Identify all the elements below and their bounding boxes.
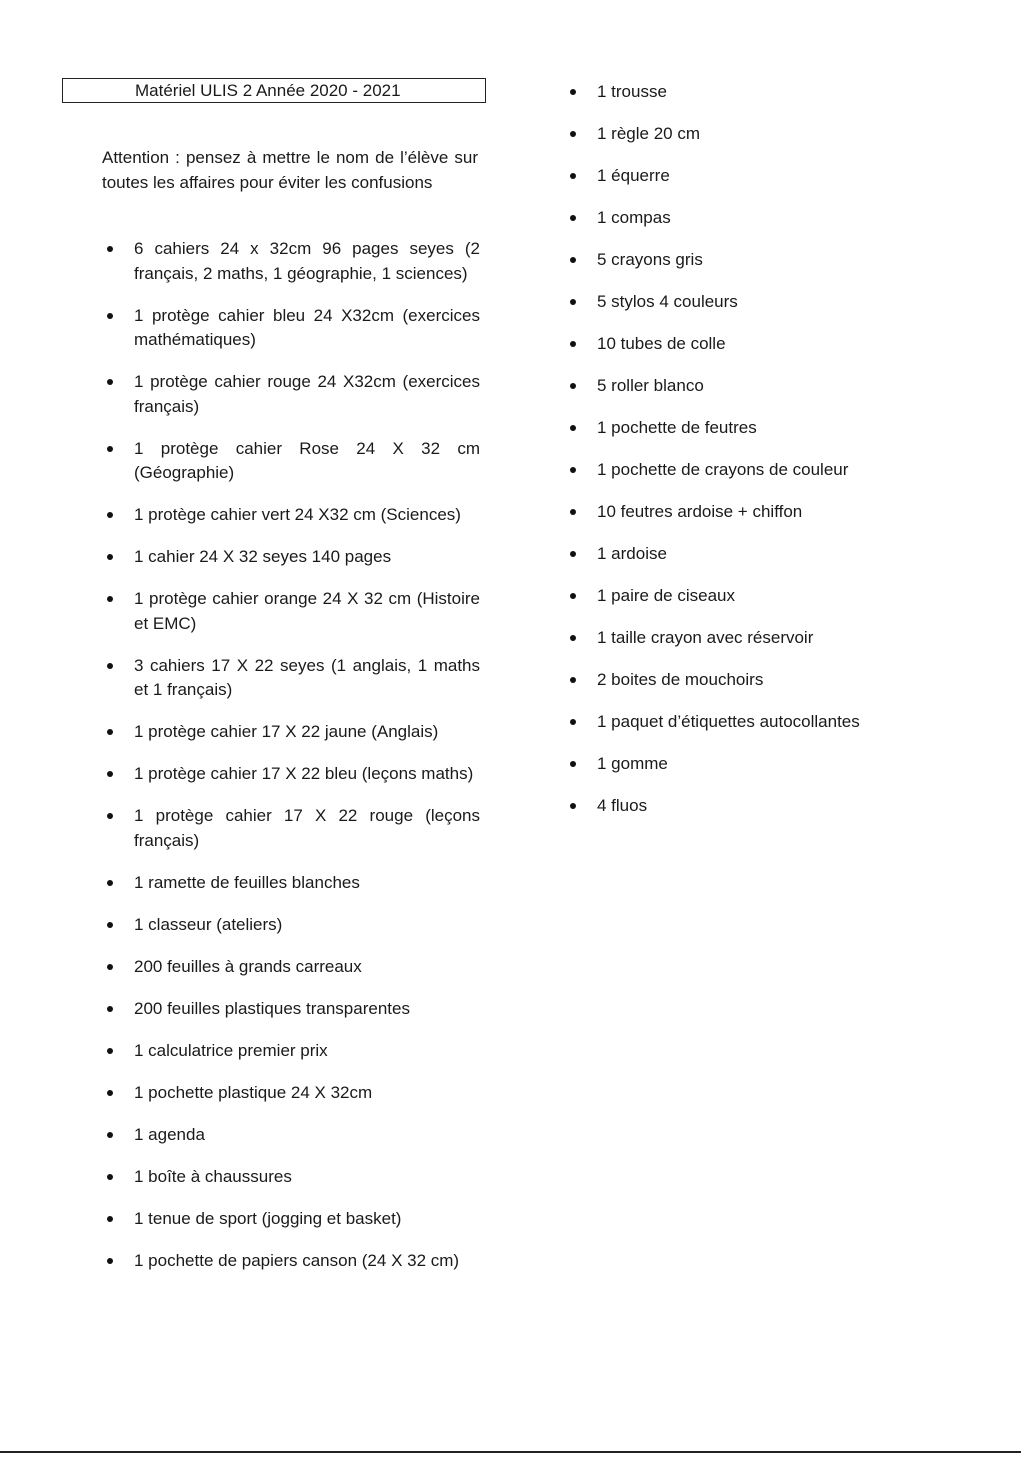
list-item: 1 protège cahier bleu 24 X32cm (exercices mathématiques) [134,304,480,353]
list-item: 1 ardoise [597,542,997,567]
list-item: 4 fluos [597,794,997,819]
list-item: 5 roller blanco [597,374,997,399]
attention-note: Attention : pensez à mettre le nom de l’élève sur toutes les affaires pour éviter les confusions [102,148,478,192]
list-item: 1 protège cahier 17 X 22 jaune (Anglais) [134,720,480,745]
list-item: 1 protège cahier vert 24 X32 cm (Sciences) [134,503,480,528]
list-item: 1 compas [597,206,997,231]
list-item: 200 feuilles à grands carreaux [134,955,480,980]
list-item: 1 classeur (ateliers) [134,913,480,938]
bottom-divider [0,1451,1021,1453]
list-item: 1 tenue de sport (jogging et basket) [134,1207,480,1232]
list-item: 1 gomme [597,752,997,777]
list-item: 200 feuilles plastiques transparentes [134,997,480,1022]
list-item: 1 paire de ciseaux [597,584,997,609]
list-item: 1 protège cahier rouge 24 X32cm (exercices français) [134,370,480,419]
list-item: 6 cahiers 24 x 32cm 96 pages seyes (2 français, 2 maths, 1 géographie, 1 sciences) [134,237,480,286]
list-item: 1 trousse [597,80,997,105]
list-item: 1 paquet d’étiquettes autocollantes [597,710,997,735]
right-supply-list [597,80,997,836]
list-item: 10 tubes de colle [597,332,997,357]
list-item: 1 protège cahier 17 X 22 bleu (leçons maths) [134,762,480,787]
list-item: 1 équerre [597,164,997,189]
list-item: 1 pochette de papiers canson (24 X 32 cm) [134,1249,480,1274]
list-item: 1 règle 20 cm [597,122,997,147]
list-item: 1 ramette de feuilles blanches [134,871,480,896]
list-item: 1 agenda [134,1123,480,1148]
list-item: 1 boîte à chaussures [134,1165,480,1190]
document-title: Matériel ULIS 2 Année 2020 - 2021 [62,78,486,103]
list-item: 1 protège cahier orange 24 X 32 cm (Histoire et EMC) [134,587,480,636]
list-item: 1 pochette de crayons de couleur [597,458,997,483]
list-item: 3 cahiers 17 X 22 seyes (1 anglais, 1 maths et 1 français) [134,654,480,703]
list-item: 1 cahier 24 X 32 seyes 140 pages [134,545,480,570]
list-item: 1 taille crayon avec réservoir [597,626,997,651]
list-item: 1 calculatrice premier prix [134,1039,480,1064]
left-supply-list [134,237,480,1291]
list-item: 10 feutres ardoise + chiffon [597,500,997,525]
list-item: 5 crayons gris [597,248,997,273]
list-item: 1 pochette de feutres [597,416,997,441]
list-item: 1 protège cahier Rose 24 X 32 cm (Géographie) [134,437,480,486]
list-item: 1 pochette plastique 24 X 32cm [134,1081,480,1106]
list-item: 1 protège cahier 17 X 22 rouge (leçons français) [134,804,480,853]
list-item: 5 stylos 4 couleurs [597,290,997,315]
list-item: 2 boites de mouchoirs [597,668,997,693]
